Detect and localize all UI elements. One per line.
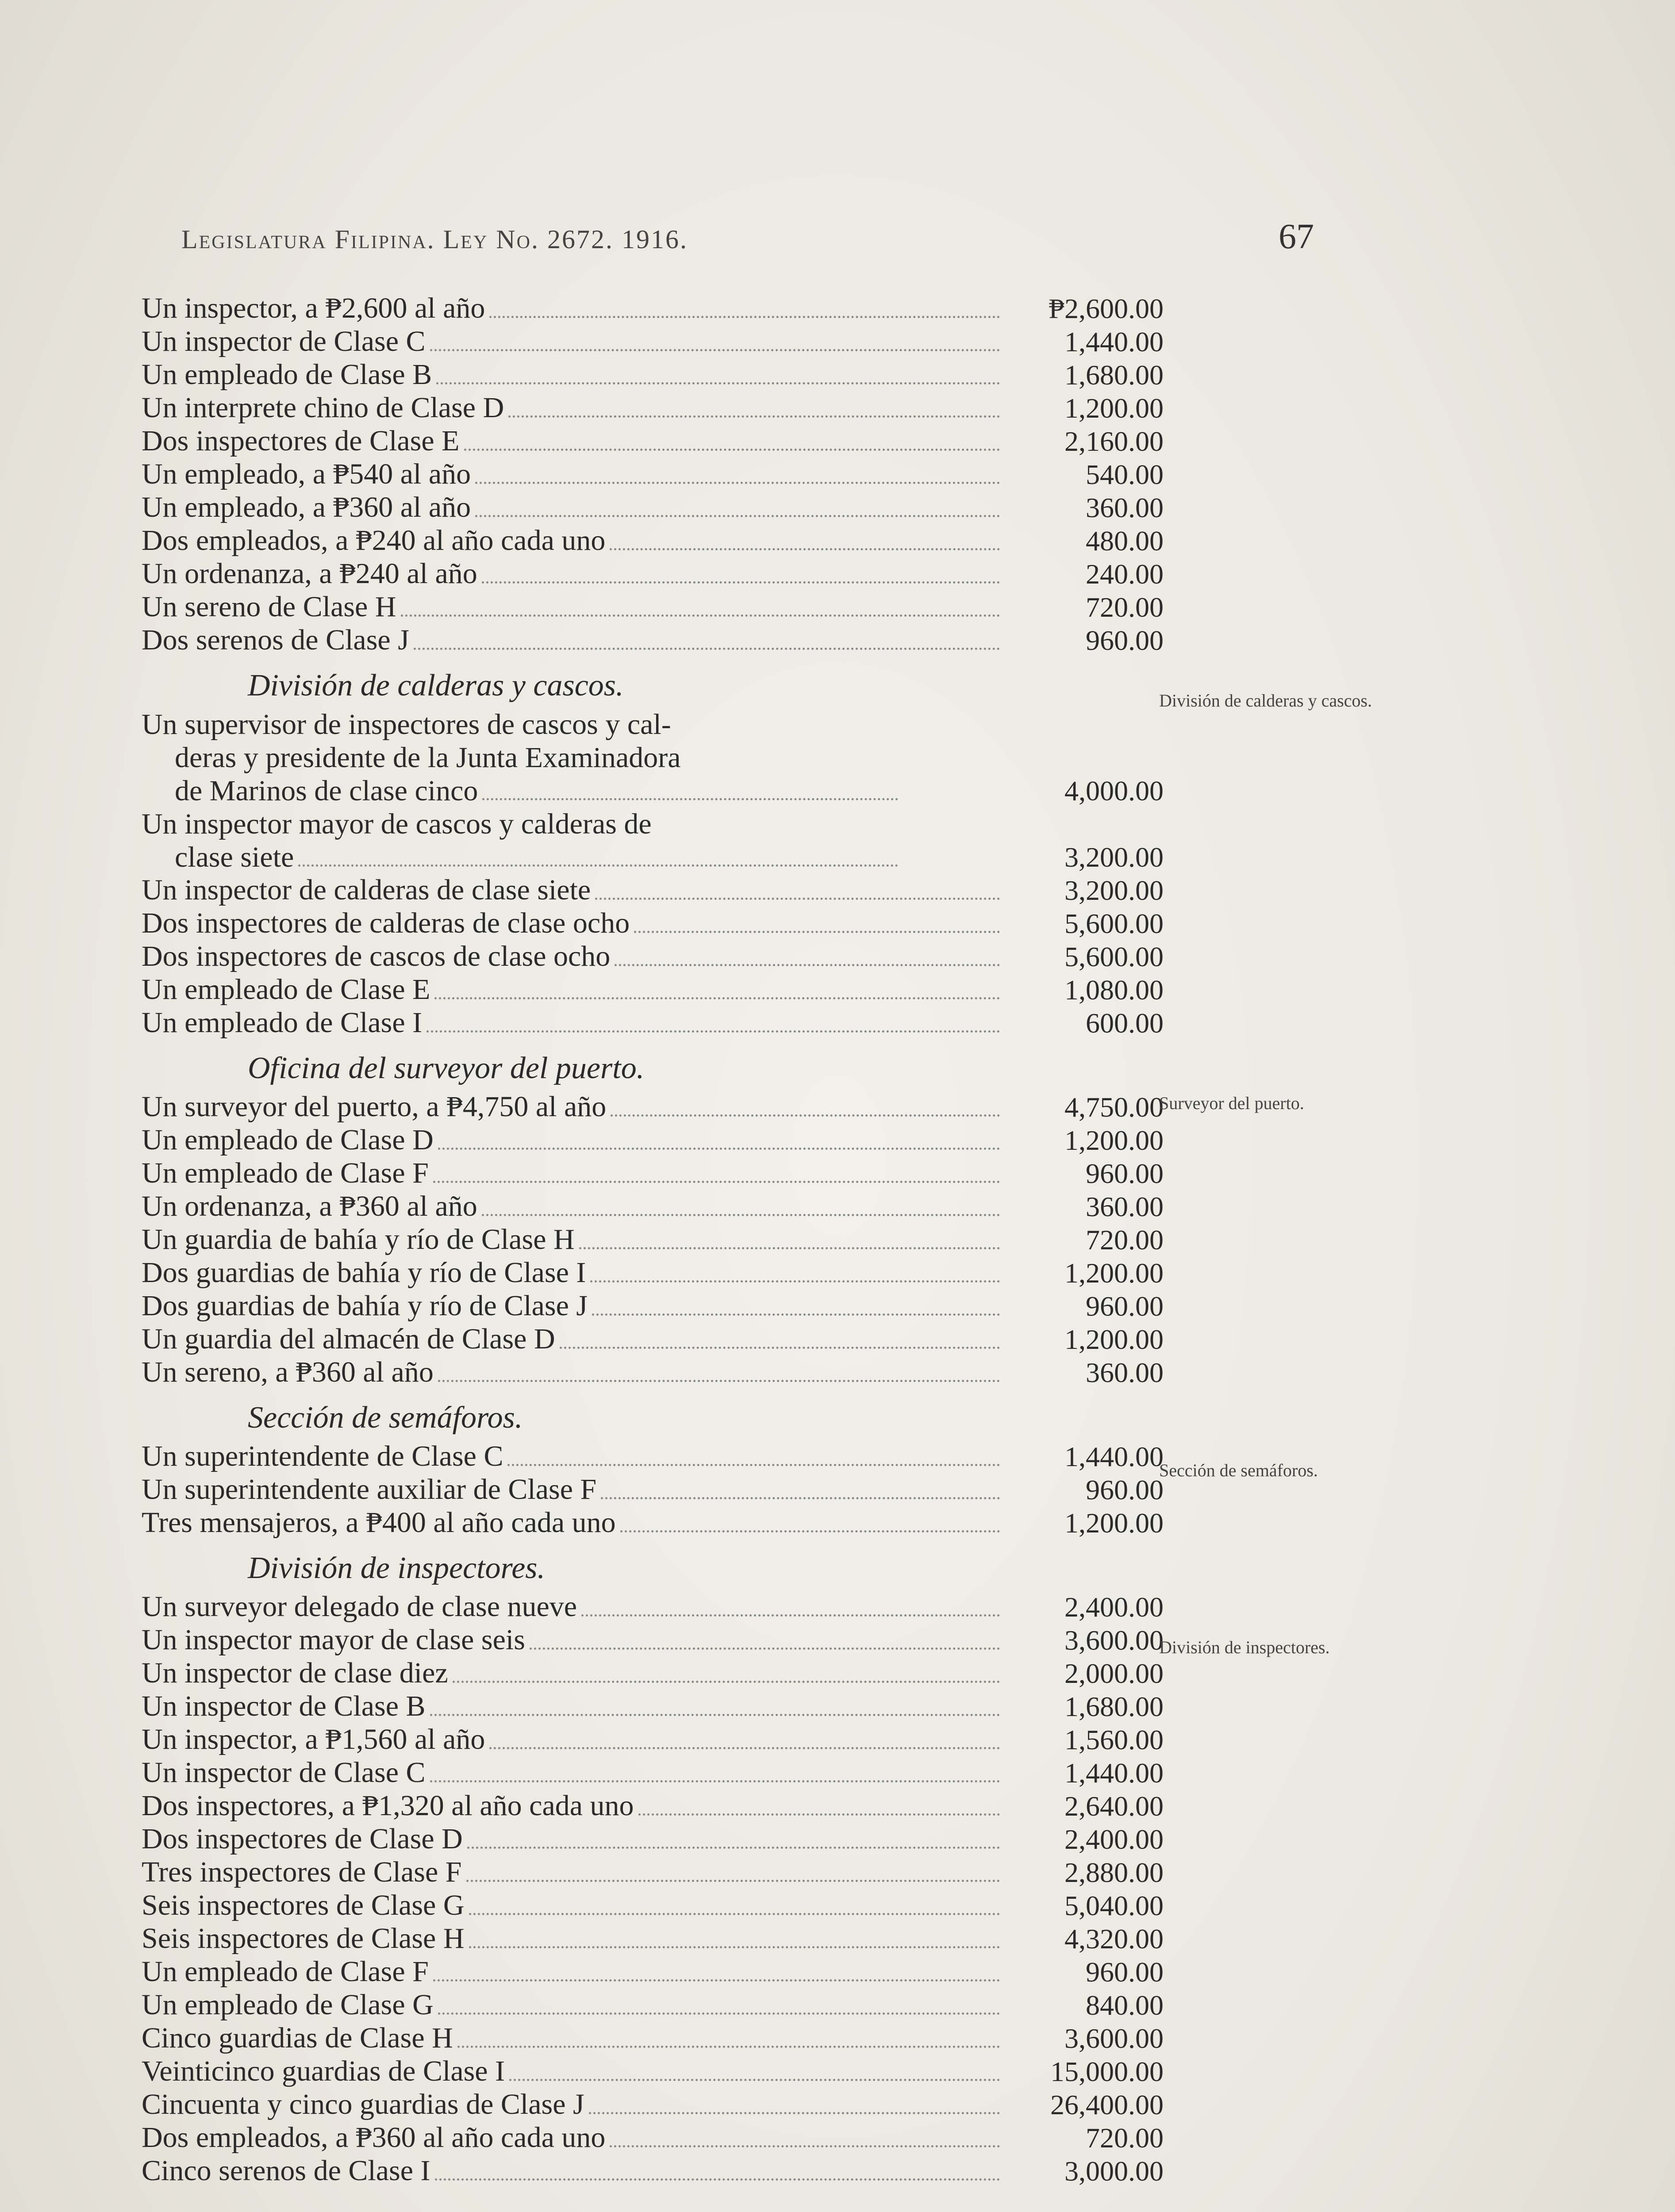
margin-note-puerto: Surveyor del puerto. [1159,1093,1304,1113]
line-item: Dos inspectores de cascos de clase ocho 5,600.00 [142,940,1164,972]
section-heading-inspectores: División de inspectores. [248,1551,546,1585]
line-item: Dos inspectores de Clase D 2,400.00 [142,1823,1164,1855]
line-item: Un empleado de Clase G 840.00 [142,1989,1164,2021]
margin-note-inspectores: División de inspectores. [1159,1637,1330,1657]
line-item: Un surveyor del puerto, a ₱4,750 al año 4,750.00 [142,1091,1164,1123]
line-item: Dos serenos de Clase J 960.00 [142,624,1164,656]
appropriation-list [142,292,1164,2188]
line-item: Un guardia del almacén de Clase D 1,200.00 [142,1323,1164,1355]
line-item: Un interprete chino de Clase D 1,200.00 [142,392,1164,424]
line-item: Seis inspectores de Clase G 5,040.00 [142,1889,1164,1921]
line-item: Un empleado de Clase B 1,680.00 [142,358,1164,391]
margin-note-calderas: División de calderas y cascos. [1159,691,1372,710]
line-item: Un inspector, a ₱2,600 al año ₱2,600.00 [142,292,1164,324]
line-item: Un ordenanza, a ₱360 al año 360.00 [142,1190,1164,1222]
line-item: Un surveyor delegado de clase nueve 2,400.00 [142,1590,1164,1623]
section-heading-puerto: Oficina del surveyor del puerto. [248,1051,645,1085]
line-item: Un empleado, a ₱360 al año 360.00 [142,491,1164,523]
line-item: Un inspector de Clase C 1,440.00 [142,325,1164,357]
line-item: Dos empleados, a ₱360 al año cada uno 720.00 [142,2121,1164,2154]
line-item: Un empleado, a ₱540 al año 540.00 [142,458,1164,490]
line-item: Veinticinco guardias de Clase I 15,000.00 [142,2055,1164,2087]
line-item: Dos empleados, a ₱240 al año cada uno 480.00 [142,524,1164,557]
line-item: Un empleado de Clase D 1,200.00 [142,1124,1164,1156]
running-header [181,217,1314,261]
line-item: Un empleado de Clase I 600.00 [142,1006,1164,1039]
line-item: Un superintendente auxiliar de Clase F 960.00 [142,1473,1164,1505]
line-item: Un supervisor de inspectores de cascos y cal- deras y presidente de la Junta Examinadora de Marinos de clase cinco 4,000.00 [142,708,1164,807]
line-item: Dos inspectores de Clase E 2,160.00 [142,425,1164,457]
line-item: Un empleado de Clase F 960.00 [142,1955,1164,1988]
margin-note-semaforos: Sección de semáforos. [1159,1460,1318,1480]
line-item: Un sereno, a ₱360 al año 360.00 [142,1356,1164,1388]
line-item: Un inspector, a ₱1,560 al año 1,560.00 [142,1723,1164,1755]
line-item: Un ordenanza, a ₱240 al año 240.00 [142,557,1164,590]
line-item: Un superintendente de Clase C 1,440.00 [142,1440,1164,1472]
line-item: Cinco guardias de Clase H 3,600.00 [142,2022,1164,2054]
section-heading-calderas: División de calderas y cascos. [248,668,624,703]
section-heading-semaforos: Sección de semáforos. [248,1401,523,1435]
line-item: Dos guardias de bahía y río de Clase J 960.00 [142,1290,1164,1322]
line-item: Un inspector de clase diez 2,000.00 [142,1657,1164,1689]
line-item: Un empleado de Clase E 1,080.00 [142,973,1164,1006]
line-item: Dos inspectores de calderas de clase ocho 5,600.00 [142,907,1164,939]
line-item: Un inspector mayor de cascos y calderas de clase siete 3,200.00 [142,808,1164,873]
line-item: Un sereno de Clase H 720.00 [142,591,1164,623]
line-item: Cinco serenos de Clase I 3,000.00 [142,2154,1164,2187]
line-item: Dos inspectores, a ₱1,320 al año cada uno 2,640.00 [142,1790,1164,1822]
running-title: Legislatura Filipina. Ley No. 2672. 1916. [181,225,688,254]
line-item: Un inspector de calderas de clase siete 3,200.00 [142,874,1164,906]
page-number: 67 [1279,217,1314,256]
line-item: Un inspector de Clase C 1,440.00 [142,1756,1164,1789]
line-item: Un empleado de Clase F 960.00 [142,1157,1164,1189]
line-item: Tres inspectores de Clase F 2,880.00 [142,1856,1164,1888]
line-item: Un guardia de bahía y río de Clase H 720.00 [142,1223,1164,1256]
line-item: Un inspector de Clase B 1,680.00 [142,1690,1164,1722]
line-item: Dos guardias de bahía y río de Clase I 1,200.00 [142,1256,1164,1289]
line-item: Tres mensajeros, a ₱400 al año cada uno 1,200.00 [142,1506,1164,1539]
line-item: Cincuenta y cinco guardias de Clase J 26,400.00 [142,2088,1164,2120]
line-item: Seis inspectores de Clase H 4,320.00 [142,1922,1164,1955]
line-item: Un inspector mayor de clase seis 3,600.00 [142,1624,1164,1656]
